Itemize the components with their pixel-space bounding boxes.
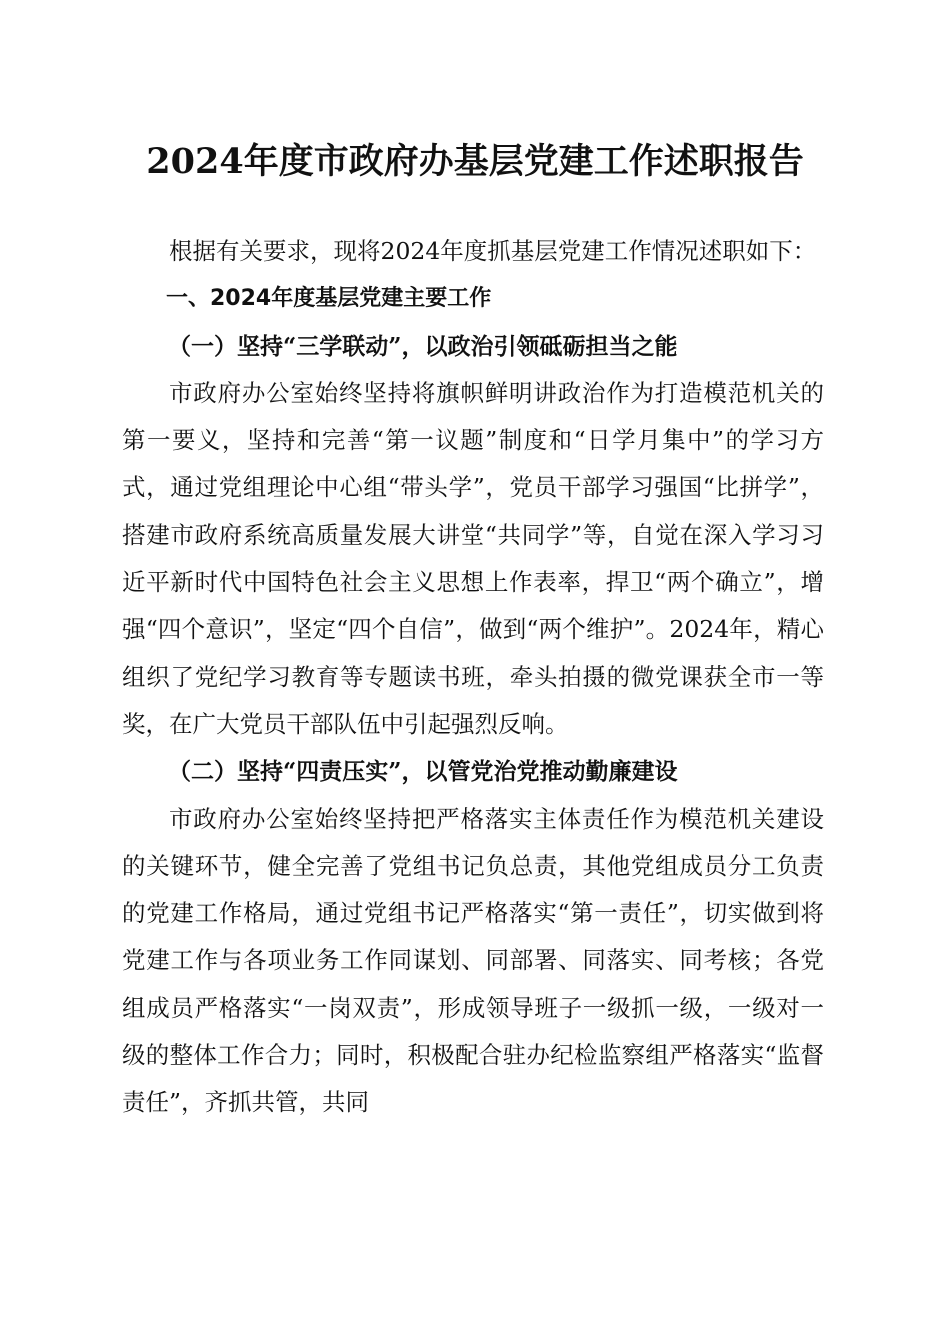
- document-body: [122, 228, 824, 1127]
- intro-paragraph: 根据有关要求，现将2024年度抓基层党建工作情况述职如下：: [169, 237, 817, 265]
- subsection-2-paragraph: 市政府办公室始终坚持把严格落实主体责任作为模范机关建设的关键环节，健全完善了党组书记负总责，其他党组成员分工负责的党建工作格局，通过党组书记严格落实“第一责任”，切实做到将党建工作与各项业务工作同谋划、同部署、同落实、同考核；各党组成员严格落实“一岗双责”，形成领导班子一级抓一级，一级对一级的整体工作合力；同时，积极配合驻办纪检监察组严格落实“监督责任”，齐抓共管，共同: [122, 804, 824, 1117]
- subsection-heading-2: （二）坚持“四责压实”，以管党治党推动勤廉建设: [168, 758, 678, 786]
- section-heading-1: 一、2024年度基层党建主要工作: [166, 286, 492, 312]
- subsection-heading-1: （一）坚持“三学联动”，以政治引领砥砺担当之能: [168, 332, 678, 360]
- document-title: 2024年度市政府办基层党建工作述职报告: [146, 141, 804, 182]
- subsection-1-paragraph: 市政府办公室始终坚持将旗帜鲜明讲政治作为打造模范机关的第一要义，坚持和完善“第一议题”制度和“日学月集中”的学习方式，通过党组理论中心组“带头学”，党员干部学习强国“比拼学”，搭建市政府系统高质量发展大讲堂“共同学”等，自觉在深入学习习近平新时代中国特色社会主义思想上作表率，捍卫“两个确立”，增强“四个意识”，坚定“四个自信”，做到“两个维护”。2024年，精心组织了党纪学习教育等专题读书班，牵头拍摄的微党课获全市一等奖，在广大党员干部队伍中引起强烈反响。: [122, 378, 824, 738]
